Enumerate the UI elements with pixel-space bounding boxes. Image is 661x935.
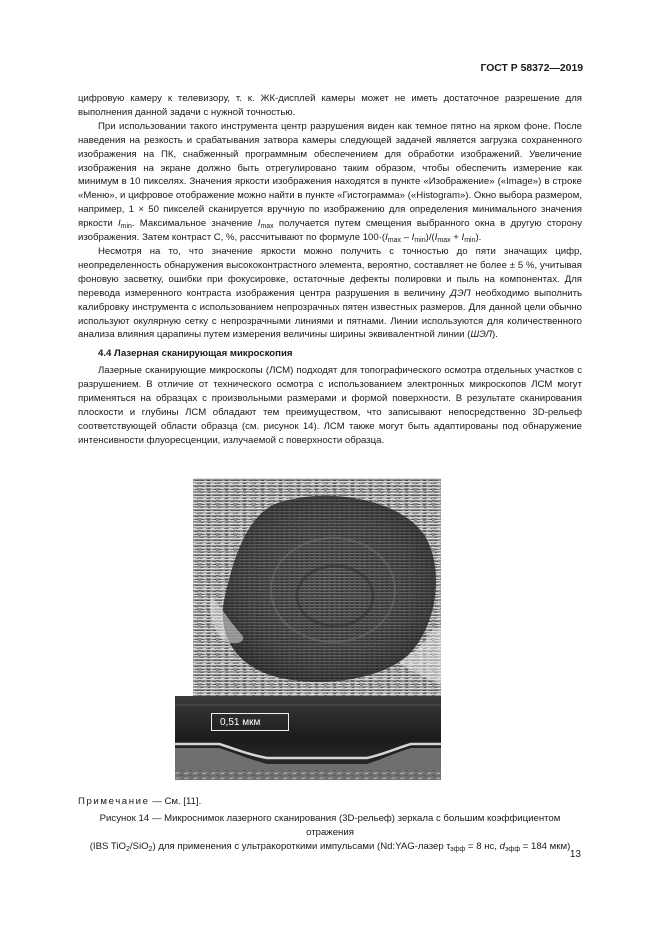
formula-sub-max: max [437, 237, 451, 245]
formula-plus: + [450, 232, 462, 244]
paragraph-2 [78, 120, 582, 245]
paragraph-3-text-a: Несмотря на то, что значение яркости можно получить с точностью до пяти значащих цифр, неопределенность обнаружения высококонтрастного элемента, вероятно, составляет не более ± 5 %, учитывая фоновую засветку, ошибки при фокусировке, остаточные дефекты полировки и пыль на компонентах. Для перевода измеренного контраста изображения центра разрушения в величину [78, 245, 582, 299]
formula-end: ). [475, 232, 482, 244]
paragraph-3-text-b: необходимо выполнить калибровку инструмента с использованием непрозрачных пятен известных размеров. Для данной цели обычно используют окулярную сетку с непрозрачными линиями и пятнами. Линии используются для количественного анализа влияния царапины путем измерения величины ширины эквивалентной линии ( [78, 287, 582, 341]
formula-i: I [257, 218, 261, 230]
scale-label: 0,51 мкм [211, 713, 289, 731]
paragraph-3-text-c: ). [491, 329, 498, 341]
caption-subscript: эфф [504, 846, 521, 853]
caption-symbol-d: d [499, 841, 505, 852]
page-number: 13 [569, 849, 581, 860]
caption-text: ) для применения с ультракороткими импульсами (Nd:YAG-лазер τ [152, 841, 451, 852]
lsm-micrograph-image [175, 478, 441, 780]
formula-sub-max: max [387, 237, 401, 245]
formula-sub-min: min [464, 237, 476, 245]
caption-line-1: Рисунок 14 — Микроснимок лазерного сканирования (3D-рельеф) зеркала с большим коэффициентом отражения [99, 813, 561, 838]
paragraph-2-text-b: . Максимальное значение [131, 218, 258, 230]
caption-text: /SiO [129, 841, 149, 852]
note-text: — См. [11]. [149, 796, 202, 807]
formula-mid: )/( [425, 232, 435, 244]
section-heading: 4.4 Лазерная сканирующая микроскопия [98, 348, 293, 360]
paragraph-2-text-c: получается путем смещения выбранного окна в другую сторону изображения. Затем контраст C, %, рассчитывают по формуле 100·( [78, 218, 582, 244]
formula-sub-min: min [120, 223, 132, 231]
paragraph-4: Лазерные сканирующие микроскопы (ЛСМ) подходят для топографического осмотра отдельных участков с разрушением. В отличие от технического осмотра с использованием электронных микроскопов ЛСМ могут применяться на образцах с произвольными размерами и формой поверхности. В результате сканирования плоскости и глубины ЛСМ обладают тем преимуществом, что записывают непосредственно 3D-рельеф соответствующей области образца (см. рисунок 14). ЛСМ также могут быть адаптированы под обнаружение интенсивности флуоресценции, излучаемой с поверхности образца. [78, 365, 582, 446]
caption-subscript: 2 [148, 846, 153, 853]
abbr-shel: ШЭЛ [470, 329, 492, 341]
note-label: Примечание [78, 796, 150, 807]
paragraph-2-text-a: При использовании такого инструмента центр разрушения виден как темное пятно на ярком фоне. После наведения на резкость и срабатывания затвора камеры следующей задачей является загрузка сохраненного изображения на ПК, снабженный программным обеспечением для обработки изображений. Увеличение изображения на экране должно быть отрегулировано таким образом, чтобы обеспечить измерение как минимум в 10 пикселях. Значения яркости изображения находятся в пункте «Изображение» («Image») в строке «Меню», и цифровое отображение можно найти в пункте «Гистограмма» («Histogram»). Окно выбора размером, например, 1 × 50 пикселей сканируется вручную по изображению для определения минимального значения яркости [78, 120, 582, 230]
caption-subscript: 2 [125, 846, 130, 853]
formula-i: I [411, 232, 415, 244]
formula-sub-min: min [414, 237, 426, 245]
formula-sub-max: max [260, 223, 274, 231]
paragraph-1: цифровую камеру к телевизору, т. к. ЖК-дисплей камеры может не иметь достаточное разрешение для выполнения данной задачи с нужной точностью. [78, 93, 582, 118]
caption-line-2 [78, 840, 582, 854]
formula-i: I [434, 232, 438, 244]
caption-text: (IBS TiO [89, 841, 126, 852]
formula-i: I [385, 232, 388, 244]
abbr-dep: ДЭП [450, 287, 471, 299]
formula-i: I [461, 232, 465, 244]
caption-text: = 8 нс, [465, 841, 500, 852]
standard-code: ГОСТ Р 58372—2019 [480, 63, 583, 74]
document-body [78, 92, 582, 448]
figure-caption [78, 812, 582, 854]
paragraph-3 [78, 245, 582, 342]
figure-note [78, 796, 201, 807]
caption-text: = 184 мкм) [520, 841, 571, 852]
formula-minus: – [401, 232, 412, 244]
lsm-micrograph-figure [175, 478, 441, 780]
formula-i: I [117, 218, 121, 230]
caption-subscript: эфф [450, 846, 466, 853]
